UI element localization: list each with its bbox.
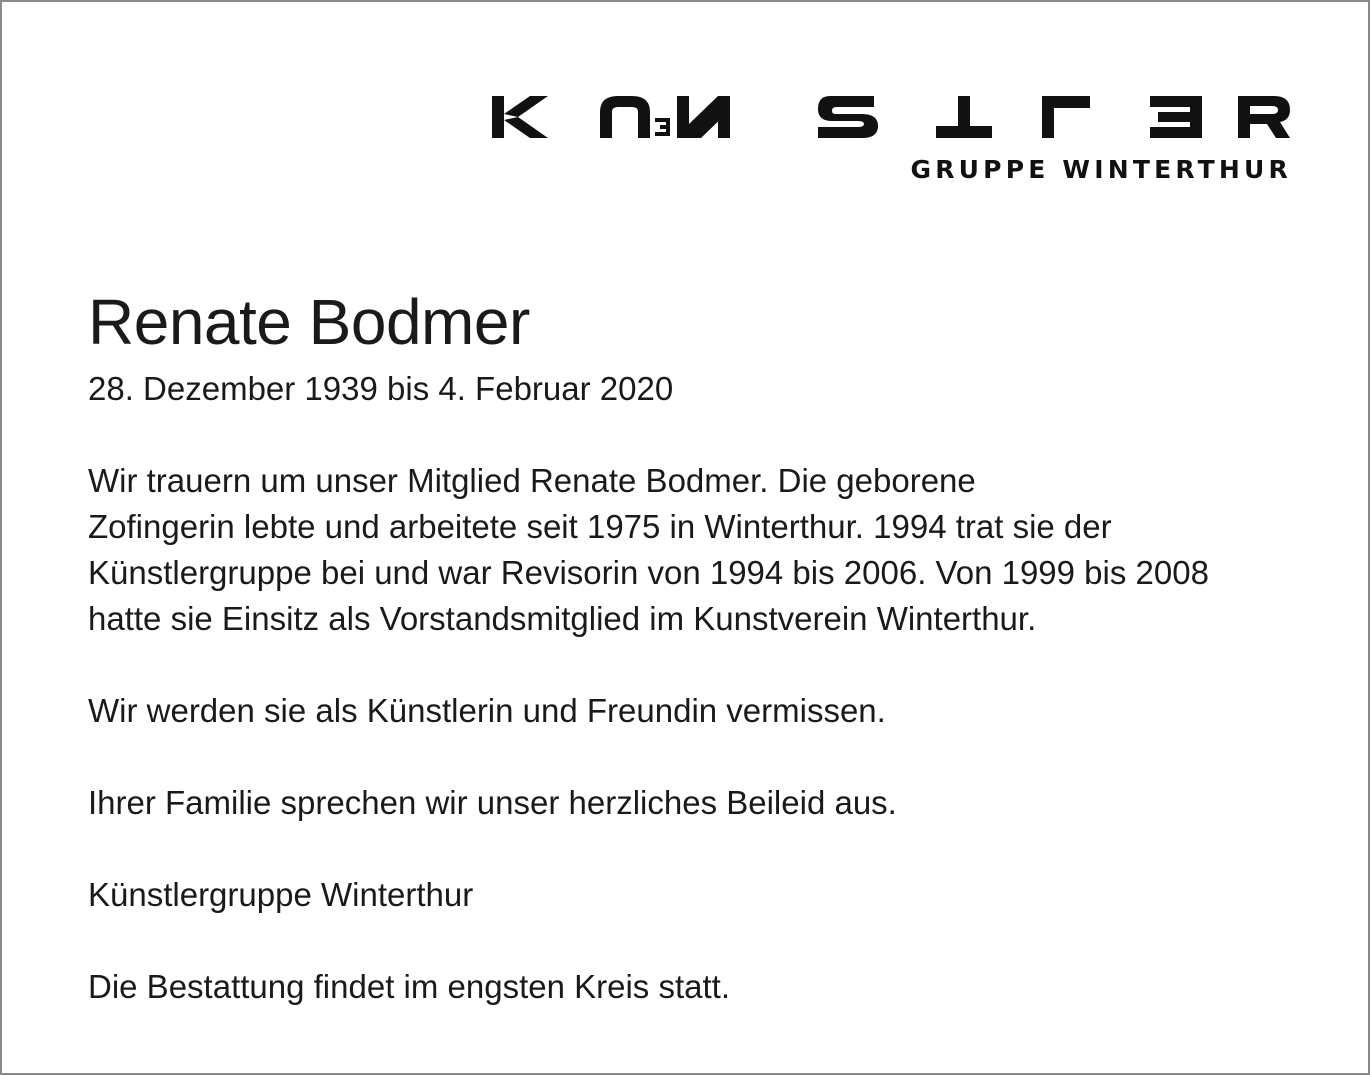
tribute-line: hatte sie Einsitz als Vorstandsmitglied im Kunstverein Winterthur. bbox=[88, 600, 1037, 637]
funeral-note: Die Bestattung findet im engsten Kreis statt. bbox=[88, 968, 731, 1005]
signature: Künstlergruppe Winterthur bbox=[88, 876, 474, 913]
condolence-paragraph: Ihrer Familie sprechen wir unser herzliches Beileid aus. bbox=[88, 784, 897, 821]
obituary-content bbox=[88, 282, 1358, 1010]
logo-subtitle: GRUPPE WINTERTHUR bbox=[910, 155, 1292, 184]
tribute-line: Wir trauern um unser Mitglied Renate Bodmer. Die geborene bbox=[88, 462, 976, 499]
farewell-paragraph: Wir werden sie als Künstlerin und Freundin vermissen. bbox=[88, 692, 886, 729]
logo-wordmark bbox=[490, 94, 1292, 140]
kuenstlergruppe-logo bbox=[490, 94, 1292, 184]
tribute-paragraph bbox=[88, 458, 1358, 642]
tribute-line: Künstlergruppe bei und war Revisorin von 1994 bis 2006. Von 1999 bis 2008 bbox=[88, 554, 1209, 591]
life-dates: 28. Dezember 1939 bis 4. Februar 2020 bbox=[88, 370, 674, 407]
deceased-name: Renate Bodmer bbox=[88, 286, 530, 358]
tribute-line: Zofingerin lebte und arbeitete seit 1975 in Winterthur. 1994 trat sie der bbox=[88, 508, 1112, 545]
